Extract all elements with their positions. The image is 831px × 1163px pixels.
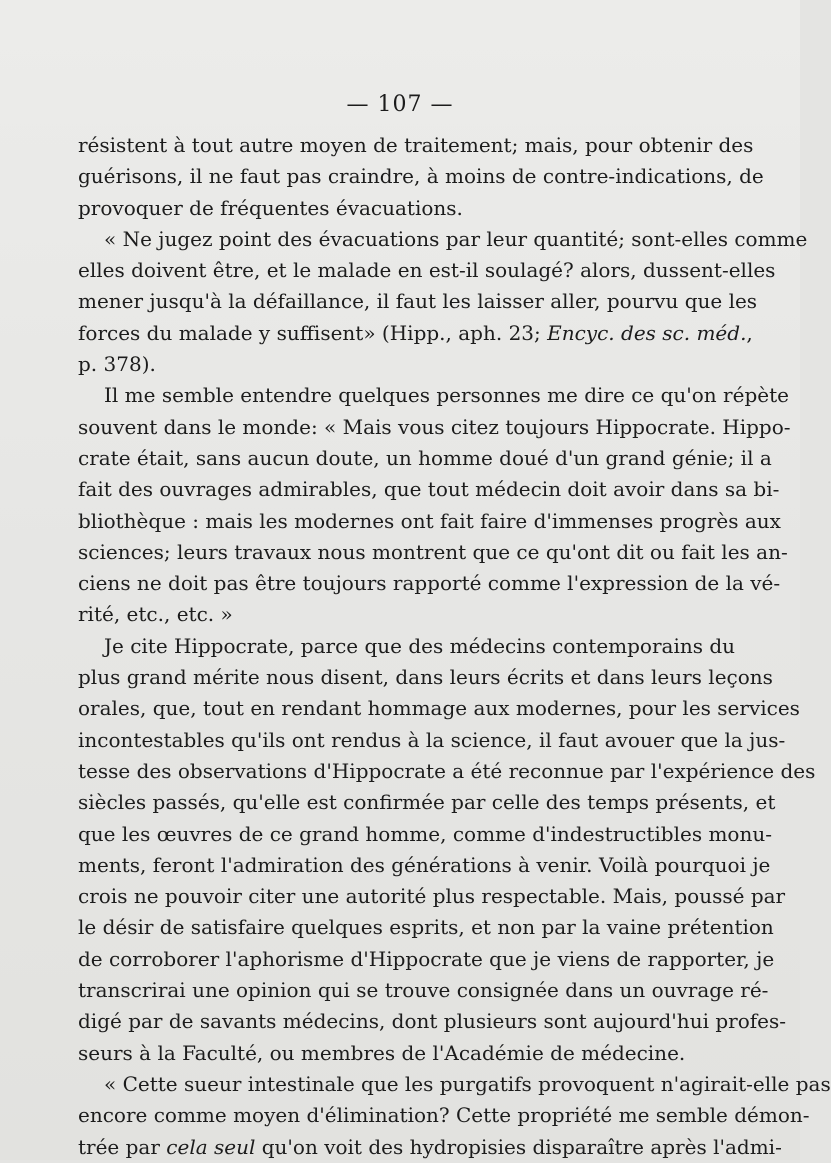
text-line: p. 378).	[78, 352, 156, 377]
text-line: « Cette sueur intestinale que les purgatifs provoquent n'agirait-elle pas	[104, 1071, 831, 1096]
text-line: mener jusqu'à la défaillance, il faut les laisser aller, pourvu que les	[78, 289, 758, 314]
text-line: incontestables qu'ils ont rendus à la science, il faut avouer que la jus-	[78, 727, 786, 752]
text-line: crate était, sans aucun doute, un homme doué d'un grand génie; il a	[78, 445, 772, 470]
text-line: plus grand mérite nous disent, dans leurs écrits et dans leurs leçons	[78, 665, 773, 690]
text-line	[78, 318, 753, 349]
italic-text: Encyc. des sc. méd.	[547, 320, 747, 345]
text-line: « Ne jugez point des évacuations par leur quantité; sont-elles comme	[104, 226, 808, 251]
text-line: de corroborer l'aphorisme d'Hippocrate que je viens de rapporter, je	[78, 946, 775, 971]
text-line: tesse des observations d'Hippocrate a été reconnue par l'expérience des	[78, 758, 816, 783]
text-segment: ,	[746, 320, 753, 345]
text-line: seurs à la Faculté, ou membres de l'Académie de médecine.	[78, 1040, 686, 1065]
italic-text: cela seul	[166, 1134, 256, 1159]
text-line: ciens ne doit pas être toujours rapporté comme l'expression de la vé-	[78, 571, 781, 596]
page-number: — 107 —	[346, 92, 454, 117]
text-line: souvent dans le monde: « Mais vous citez toujours Hippocrate. Hippo-	[78, 414, 791, 439]
text-line: crois ne pouvoir citer une autorité plus respectable. Mais, poussé par	[78, 884, 786, 909]
text-line: que les œuvres de ce grand homme, comme d'indestructibles monu-	[78, 821, 772, 846]
text-line	[78, 1132, 782, 1163]
text-line: le désir de satisfaire quelques esprits, et non par la vaine prétention	[78, 915, 774, 940]
text-segment: qu'on voit des hydropisies disparaître après l'admi-	[255, 1134, 782, 1159]
text-line: résistent à tout autre moyen de traitement; mais, pour obtenir des	[78, 133, 754, 157]
text-line: sciences; leurs travaux nous montrent que ce qu'ont dit ou fait les an-	[78, 539, 788, 564]
text-line: ments, feront l'admiration des générations à venir. Voilà pourquoi je	[78, 852, 771, 877]
body-text	[78, 130, 831, 1163]
text-segment: trée par	[78, 1134, 167, 1159]
text-line: siècles passés, qu'elle est confirmée par celle des temps présents, et	[78, 790, 776, 815]
text-line: provoquer de fréquentes évacuations.	[78, 195, 463, 220]
text-line: elles doivent être, et le malade en est-il soulagé? alors, dussent-elles	[78, 258, 776, 283]
text-line: Je cite Hippocrate, parce que des médecins contemporains du	[104, 633, 736, 658]
text-line: rité, etc., etc. »	[78, 602, 233, 627]
text-line: guérisons, il ne faut pas craindre, à moins de contre-indications, de	[78, 164, 764, 189]
text-line: orales, que, tout en rendant hommage aux modernes, pour les services	[78, 696, 800, 721]
text-line: fait des ouvrages admirables, que tout médecin doit avoir dans sa bi-	[78, 477, 780, 502]
text-line: bliothèque : mais les modernes ont fait faire d'immenses progrès aux	[78, 508, 781, 533]
text-line: transcrirai une opinion qui se trouve consignée dans un ouvrage ré-	[78, 978, 769, 1003]
text-line: encore comme moyen d'élimination? Cette propriété me semble démon-	[78, 1103, 810, 1128]
text-segment: forces du malade y suffisent» (Hipp., aph. 23;	[78, 320, 548, 345]
text-line: Il me semble entendre quelques personnes me dire ce qu'on répète	[104, 383, 789, 408]
text-line: digé par de savants médecins, dont plusieurs sont aujourd'hui profes-	[78, 1009, 786, 1034]
